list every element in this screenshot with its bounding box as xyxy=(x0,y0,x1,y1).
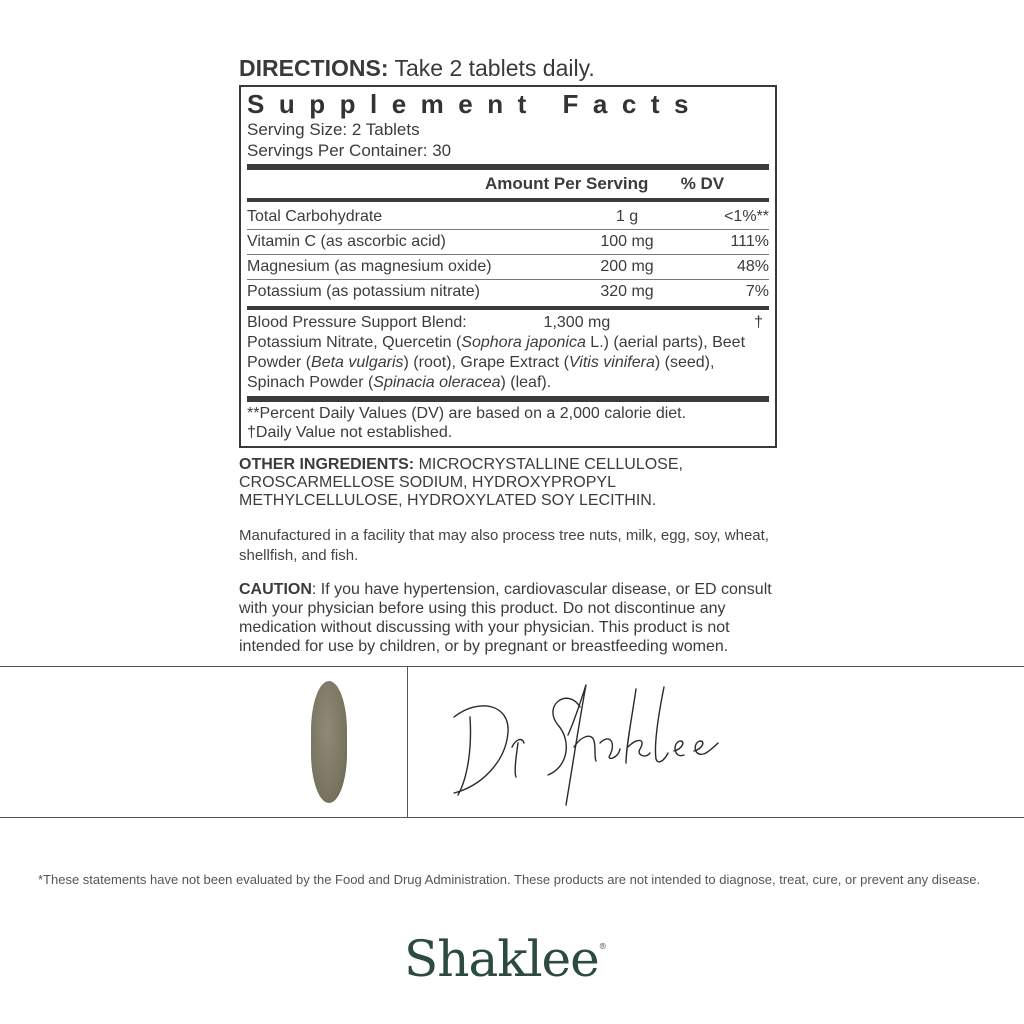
other-ingredients-text: MICROCRYSTALLINE CELLULOSE, CROSCARMELLOSE SODIUM, HYDROXYPROPYL METHYLCELLULOSE, HYDROXYLATED SOY LECITHIN. xyxy=(239,456,683,509)
blend-section xyxy=(247,313,769,393)
footnote-dv: **Percent Daily Values (DV) are based on a 2,000 calorie diet. xyxy=(247,405,687,422)
caution-label: CAUTION xyxy=(239,581,312,598)
label-content xyxy=(239,55,779,656)
blend-ingredients xyxy=(247,333,769,393)
medium-rule xyxy=(247,306,769,310)
directions xyxy=(239,55,779,81)
nutrient-dv: 48% xyxy=(736,258,769,275)
band-divider xyxy=(407,667,408,817)
nutrient-row xyxy=(247,230,769,254)
other-ingredients-label: OTHER INGREDIENTS: xyxy=(239,456,415,473)
medium-rule xyxy=(247,198,769,202)
blend-species: Spinacia oleracea xyxy=(373,374,501,391)
brand-logo xyxy=(404,930,606,988)
nutrient-dv: <1%** xyxy=(724,208,769,225)
blend-amount: 1,300 mg xyxy=(543,314,611,331)
nutrient-dv: 111% xyxy=(730,233,769,250)
directions-label: DIRECTIONS: xyxy=(239,55,389,81)
blend-name: Blood Pressure Support Blend: xyxy=(247,314,467,331)
caution xyxy=(239,580,779,656)
blend-row xyxy=(247,313,769,333)
blend-species: Vitis vinifera xyxy=(568,354,655,371)
fda-disclaimer: *These statements have not been evaluated by the Food and Drug Administration. These products are not intended to diagnose, treat, cure, or prevent any disease. xyxy=(38,872,981,887)
blend-text: L.) (aerial parts), Beet Powder ( xyxy=(247,334,746,371)
nutrient-name: Magnesium (as magnesium oxide) xyxy=(247,258,492,275)
thick-rule xyxy=(247,164,769,170)
nutrient-name: Potassium (as potassium nitrate) xyxy=(247,283,480,300)
nutrient-amount: 1 g xyxy=(615,208,639,225)
registered-mark: ® xyxy=(598,942,606,951)
other-ingredients xyxy=(239,456,779,510)
thick-rule xyxy=(247,396,769,402)
facts-title: Supplement Facts xyxy=(247,89,703,119)
product-band xyxy=(0,666,1024,818)
brand-name: Shaklee xyxy=(404,930,599,988)
nutrient-row xyxy=(247,205,769,229)
blend-dv: † xyxy=(754,314,763,331)
nutrient-amount: 200 mg xyxy=(600,258,654,275)
nutrient-row xyxy=(247,255,769,279)
blend-text: ) (root), Grape Extract ( xyxy=(403,354,569,371)
blend-species: Sophora japonica xyxy=(461,334,586,351)
allergen-statement: Manufactured in a facility that may also process tree nuts, milk, egg, soy, wheat, shellfish, and fish. xyxy=(239,527,769,564)
servings-per-container: Servings Per Container: 30 xyxy=(247,141,452,160)
nutrient-name: Vitamin C (as ascorbic acid) xyxy=(247,233,446,250)
blend-text: ) (seed), Spinach Powder ( xyxy=(247,354,715,391)
tablet-image xyxy=(311,681,347,803)
supplement-facts-panel xyxy=(239,85,777,448)
amount-header: Amount Per Serving xyxy=(485,174,649,193)
nutrient-amount: 100 mg xyxy=(600,233,654,250)
blend-species: Beta vulgaris xyxy=(311,354,404,371)
nutrient-name: Total Carbohydrate xyxy=(247,208,383,225)
nutrient-row xyxy=(247,280,769,304)
footnote-dagger: †Daily Value not established. xyxy=(247,424,453,441)
caution-text: : If you have hypertension, cardiovascular disease, or ED consult with your physician before using this product. Do not discontinue any medication without discussing with your physician. This product is not intended for use by children, or by pregnant or breastfeeding women. xyxy=(239,581,772,655)
directions-text: Take 2 tablets daily. xyxy=(388,55,595,81)
signature-image xyxy=(450,677,740,812)
facts-header-row xyxy=(247,172,769,196)
dv-header: % DV xyxy=(680,174,725,193)
serving-size: Serving Size: 2 Tablets xyxy=(247,120,420,139)
nutrient-dv: 7% xyxy=(745,283,769,300)
blend-text: Potassium Nitrate, Quercetin ( xyxy=(247,334,462,351)
nutrient-amount: 320 mg xyxy=(600,283,654,300)
blend-text: ) (leaf). xyxy=(500,374,552,391)
